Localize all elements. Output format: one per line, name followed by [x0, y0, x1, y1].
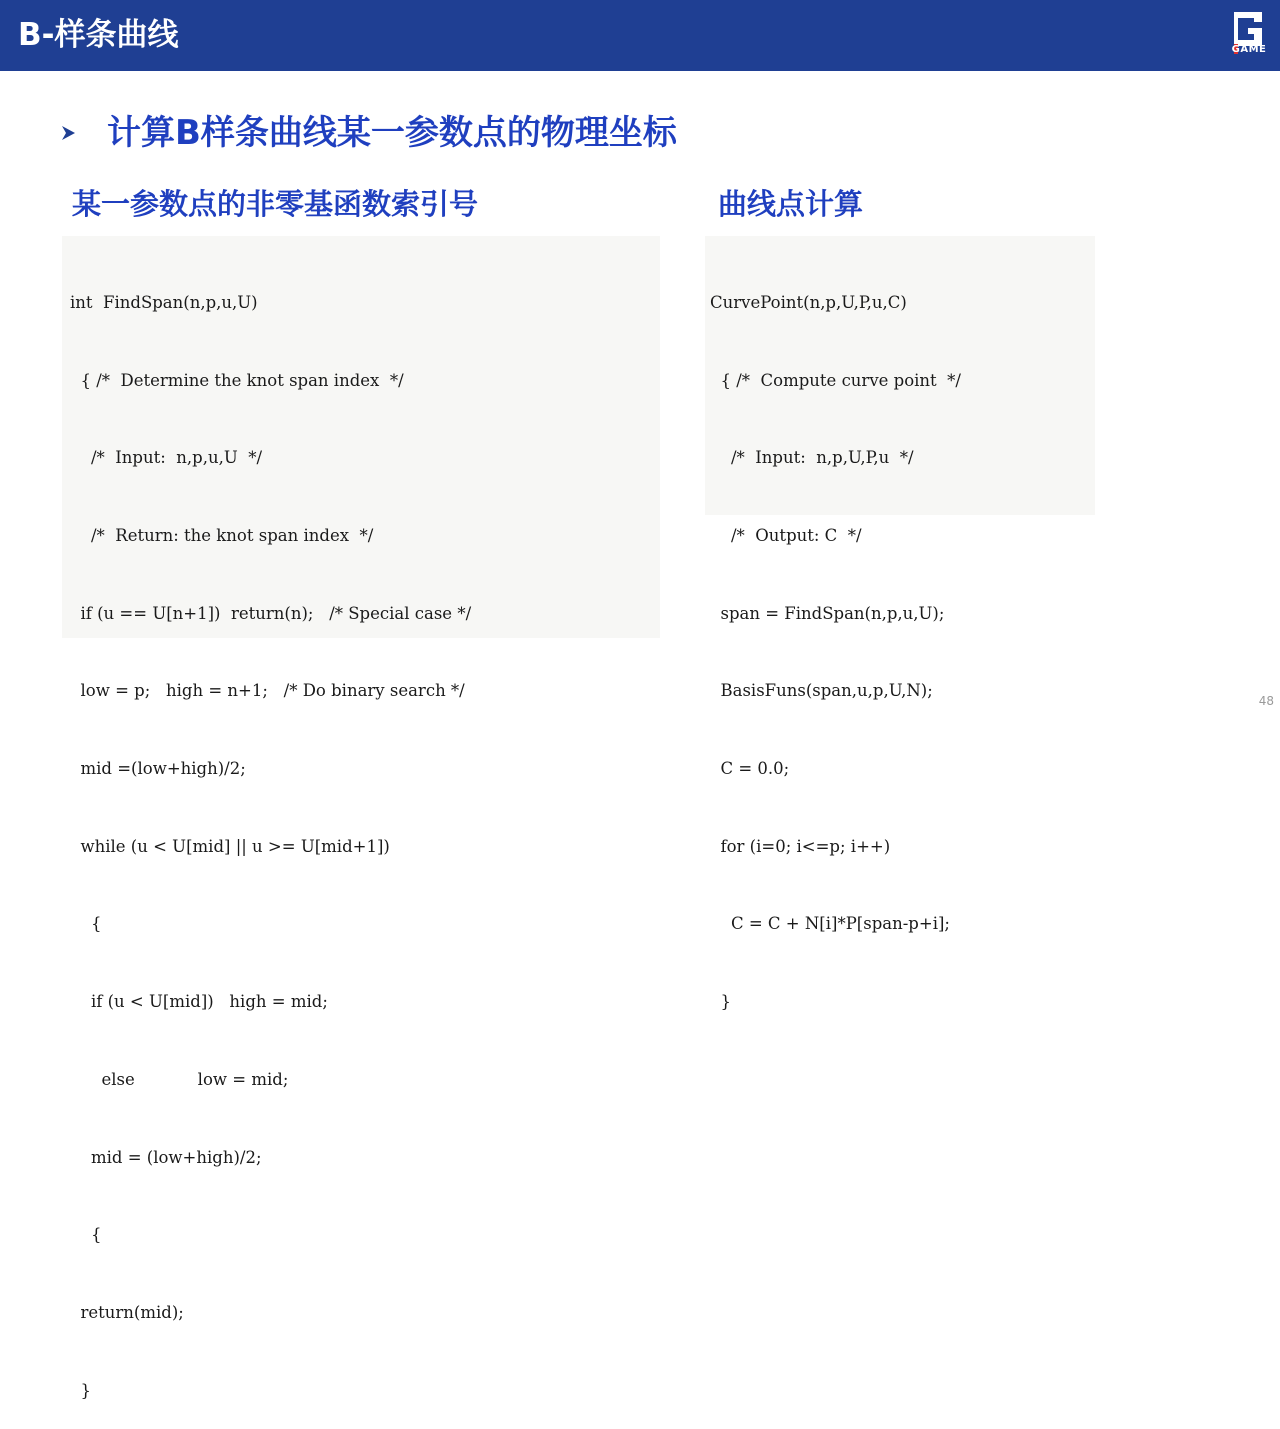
code-line: { /* Compute curve point */ — [710, 370, 961, 390]
code-line: return(mid); — [70, 1302, 184, 1322]
code-line: if (u < U[mid]) high = mid; — [70, 992, 328, 1012]
code-line: while (u < U[mid] || u >= U[mid+1]) — [70, 836, 390, 856]
code-line: /* Input: n,p,u,U */ — [70, 448, 263, 468]
code-line: /* Output: C */ — [710, 525, 862, 545]
code-line: mid =(low+high)/2; — [70, 759, 246, 779]
findspan-section-title: 某一参数点的非零基函数索引号 — [72, 187, 479, 221]
page-number: 48 — [1258, 694, 1274, 708]
title-bar — [0, 0, 1280, 71]
code-line: { — [70, 914, 102, 934]
code-line: CurvePoint(n,p,U,P,u,C) — [710, 292, 907, 312]
logo-text: GAME — [1231, 44, 1267, 55]
code-line: } — [710, 992, 731, 1012]
code-line: int FindSpan(n,p,u,U) — [70, 292, 258, 312]
code-line: span = FindSpan(n,p,u,U); — [710, 603, 945, 623]
code-line: C = 0.0; — [710, 759, 790, 779]
code-line: } — [70, 1380, 91, 1400]
code-line: mid = (low+high)/2; — [70, 1147, 262, 1167]
curvepoint-code-block — [705, 236, 1095, 1012]
code-line: { /* Determine the knot span index */ — [70, 370, 404, 390]
code-line: else low = mid; — [70, 1069, 289, 1089]
code-line: C = C + N[i]*P[span-p+i]; — [710, 914, 950, 934]
code-line: low = p; high = n+1; /* Do binary search */ — [70, 681, 465, 701]
code-line: /* Input: n,p,U,P,u */ — [710, 448, 914, 468]
arrow-bullet-icon — [60, 123, 78, 143]
code-line: BasisFuns(span,u,p,U,N); — [710, 681, 933, 701]
code-line: /* Return: the knot span index */ — [70, 525, 374, 545]
slide-title: B-样条曲线 — [18, 17, 179, 53]
headline: 计算B样条曲线某一参数点的物理坐标 — [107, 113, 677, 153]
code-line: { — [70, 1225, 102, 1245]
curvepoint-section-title: 曲线点计算 — [718, 187, 864, 221]
findspan-code-block — [62, 236, 660, 1400]
code-line: for (i=0; i<=p; i++) — [710, 836, 891, 856]
code-line: if (u == U[n+1]) return(n); /* Special case */ — [70, 603, 472, 623]
